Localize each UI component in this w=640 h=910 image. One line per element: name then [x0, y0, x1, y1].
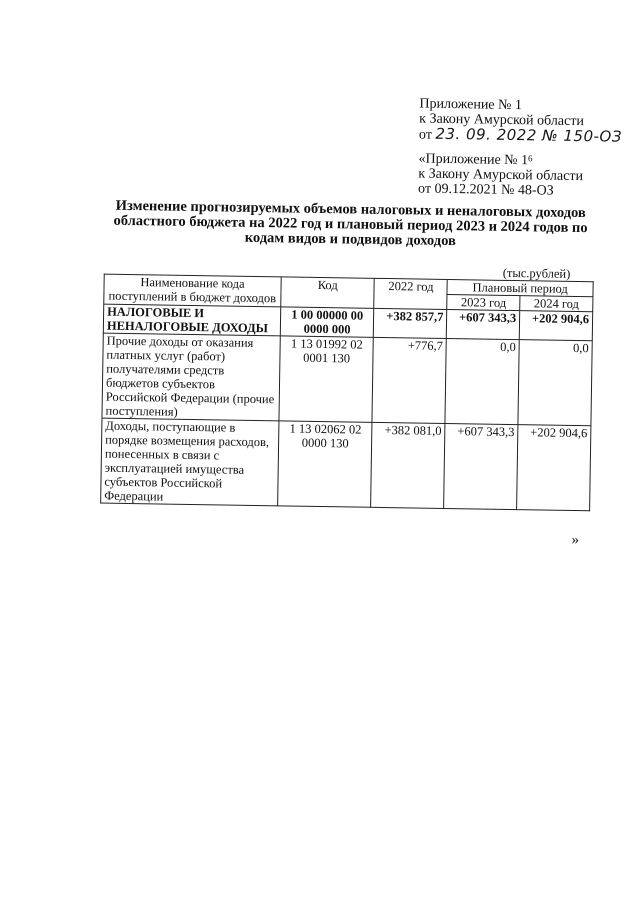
- appendix-number: Приложение № 1: [419, 96, 523, 114]
- table-row: [102, 333, 592, 426]
- closing-quote: »: [571, 531, 580, 549]
- handwritten-date: 23. 09. 2022 № 150-ОЗ: [435, 124, 623, 146]
- row-2022: +382 857,7: [374, 308, 447, 338]
- row-2024: +202 904,6: [517, 425, 591, 511]
- quoted-law-reference: к Закону Амурской области: [418, 166, 584, 185]
- row-code: 1 13 02062 02 0000 130: [277, 421, 372, 507]
- document-title: Изменение прогнозируемых объемов налоговых и неналоговых доходов областного бюджета на 2022 год и плановый период 2023 и 2024 годов по кодам видов и подвидов доходов: [113, 197, 588, 250]
- units-label: (тыс.рублей): [502, 265, 571, 281]
- row-2023: 0,0: [445, 338, 519, 424]
- law-reference: к Закону Амурской области: [419, 111, 584, 130]
- row-2023: +607 343,3: [447, 309, 520, 339]
- header-2022: 2022 год: [374, 278, 447, 309]
- quoted-appendix-text: «Приложение № 1: [418, 151, 529, 169]
- quoted-appendix-superscript: 6: [528, 153, 533, 164]
- revenue-table: [100, 274, 594, 512]
- header-2024: 2024 год: [520, 296, 593, 312]
- law-date-line: [418, 124, 623, 146]
- row-name: Прочие доходы от оказания платных услуг (работ) получателями средств бюджетов субъектов Российской Федерации (прочие поступления): [102, 333, 280, 421]
- header-planned-period: Плановый период: [447, 279, 593, 296]
- row-2023: +607 343,3: [444, 423, 518, 509]
- header-name: Наименование кода поступлений в бюджет доходов: [104, 274, 281, 307]
- header-code: Код: [281, 277, 375, 308]
- row-2022: +382 081,0: [371, 422, 445, 508]
- date-prefix: от: [418, 127, 433, 143]
- row-2022: +776,7: [372, 337, 446, 423]
- row-name: Доходы, поступающие в порядке возмещения расходов, понесенных в связи с эксплуатацией имущества субъектов Российской Федерации: [101, 418, 279, 506]
- row-code: 1 13 01992 02 0001 130: [279, 336, 374, 422]
- row-name: НАЛОГОВЫЕ И НЕНАЛОГОВЫЕ ДОХОДЫ: [103, 304, 280, 336]
- header-2023: 2023 год: [447, 294, 520, 310]
- row-2024: 0,0: [518, 340, 592, 426]
- row-code: 1 00 00000 00 0000 000: [280, 307, 374, 337]
- row-2024: +202 904,6: [519, 311, 592, 341]
- table-row: [101, 418, 591, 511]
- quoted-law-date: от 09.12.2021 № 48-ОЗ: [417, 181, 554, 199]
